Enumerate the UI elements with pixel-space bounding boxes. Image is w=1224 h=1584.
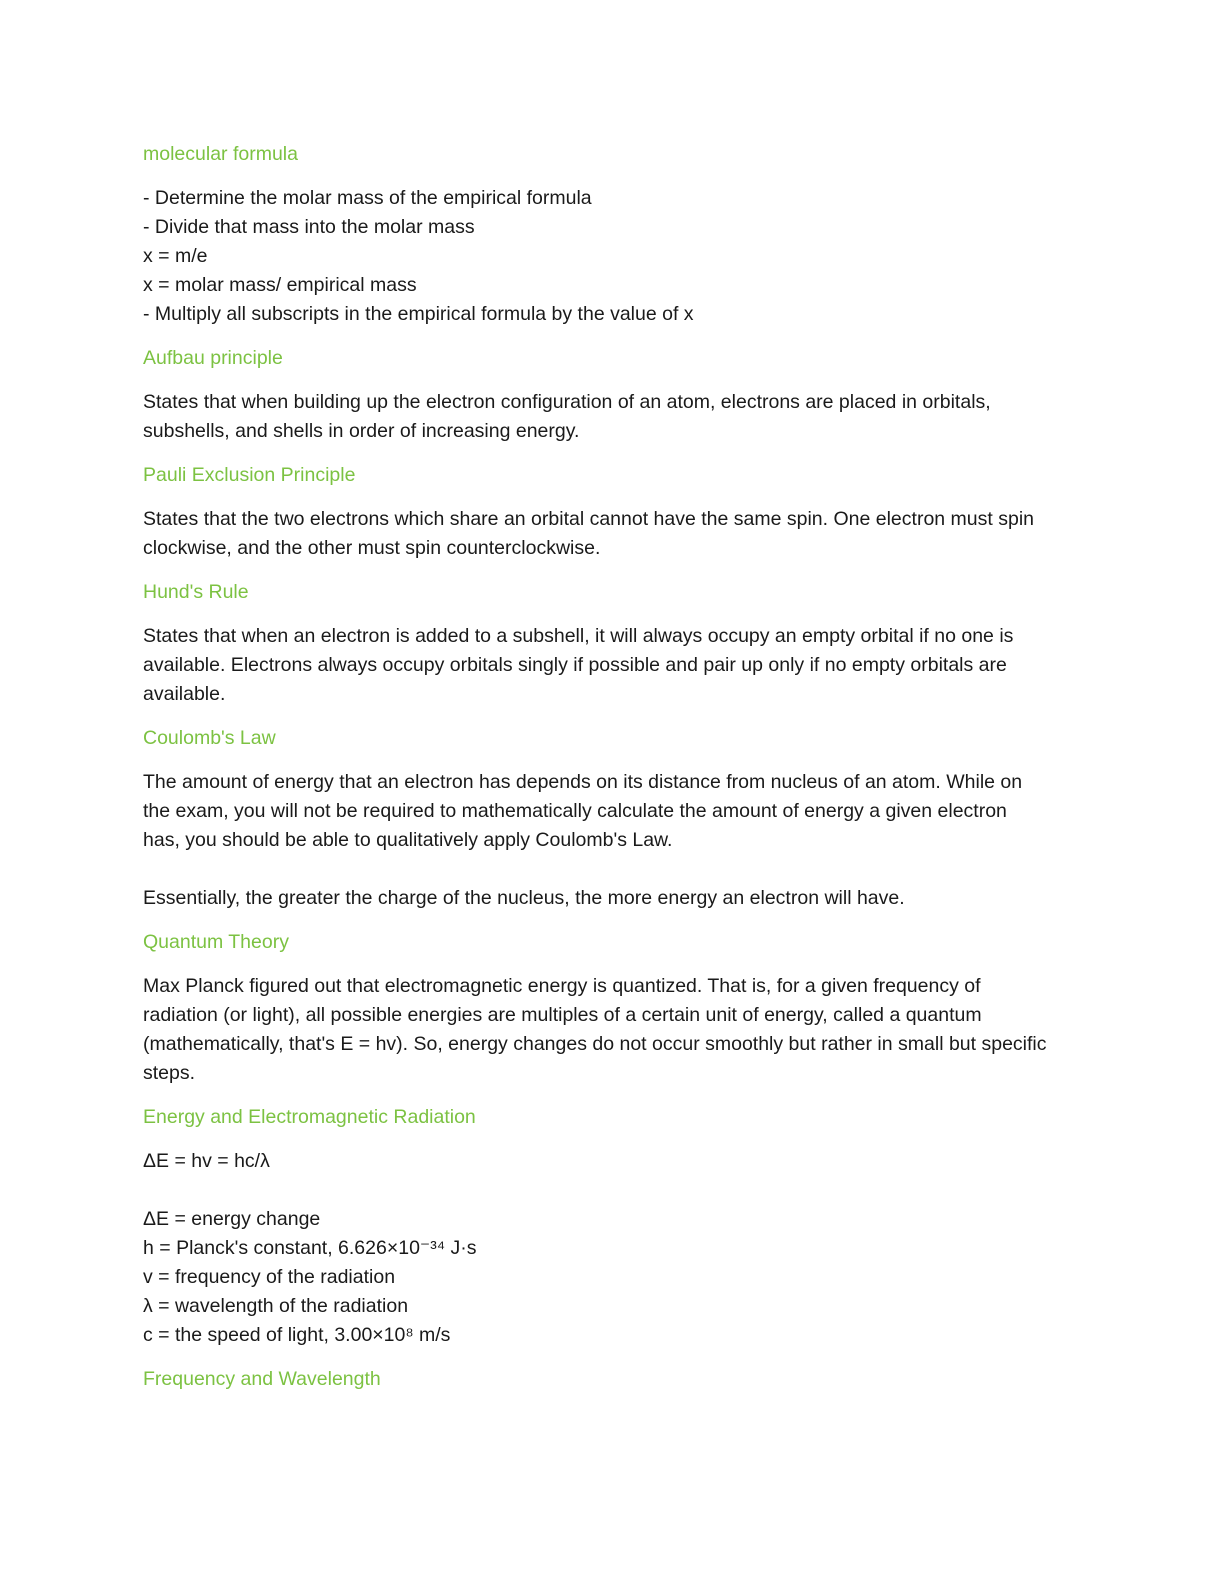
section-body [143,1147,1083,1350]
body-line: available. Electrons always occupy orbitals singly if possible and pair up only if no empty orbitals are [143,654,1007,676]
body-line: subshells, and shells in order of increasing energy. [143,420,580,442]
body-line: x = m/e [143,245,208,267]
section-energy-em-radiation [143,1103,1083,1350]
blank-line [143,1176,1083,1205]
section-aufbau-principle [143,344,1083,446]
body-line: Essentially, the greater the charge of the nucleus, the more energy an electron will have. [143,887,905,909]
section-coulombs-law [143,724,1083,913]
body-line: Max Planck figured out that electromagnetic energy is quantized. That is, for a given frequency of [143,975,981,997]
body-line: States that when an electron is added to a subshell, it will always occupy an empty orbital if no one is [143,625,1014,647]
section-heading: Aufbau principle [143,347,283,369]
section-heading: molecular formula [143,143,298,165]
definition-line: ΔE = energy change [143,1208,321,1230]
section-frequency-wavelength [143,1365,1083,1394]
body-line: States that the two electrons which share an orbital cannot have the same spin. One electron must spin [143,508,1034,530]
section-heading: Quantum Theory [143,931,289,953]
body-line: x = molar mass/ empirical mass [143,274,417,296]
body-line: available. [143,683,226,705]
section-heading: Hund's Rule [143,581,249,603]
section-heading: Energy and Electromagnetic Radiation [143,1106,476,1128]
section-body [143,388,1083,446]
body-line: clockwise, and the other must spin counterclockwise. [143,537,601,559]
definition-line: h = Planck's constant, 6.626×10⁻³⁴ J·s [143,1237,477,1259]
body-line: - Divide that mass into the molar mass [143,216,475,238]
section-heading: Frequency and Wavelength [143,1368,381,1390]
section-body [143,768,1083,913]
section-molecular-formula [143,140,1083,329]
body-line: (mathematically, that's E = hv). So, energy changes do not occur smoothly but rather in small but specific [143,1033,1047,1055]
body-line: has, you should be able to qualitatively apply Coulomb's Law. [143,829,673,851]
section-heading: Pauli Exclusion Principle [143,464,356,486]
equation-line: ΔE = hv = hc/λ [143,1150,270,1172]
body-line: States that when building up the electron configuration of an atom, electrons are placed in orbitals, [143,391,991,413]
body-line: radiation (or light), all possible energies are multiples of a certain unit of energy, called a quantum [143,1004,982,1026]
definition-line: c = the speed of light, 3.00×10⁸ m/s [143,1324,451,1346]
section-body [143,622,1083,709]
body-line: steps. [143,1062,196,1084]
section-heading: Coulomb's Law [143,727,276,749]
section-pauli-exclusion [143,461,1083,563]
document-page [143,140,1083,1409]
definition-line: v = frequency of the radiation [143,1266,396,1288]
blank-line [143,855,1083,884]
section-body [143,972,1083,1088]
section-body [143,505,1083,563]
body-line: The amount of energy that an electron has depends on its distance from nucleus of an atom. While on [143,771,1023,793]
section-quantum-theory [143,928,1083,1088]
definition-line: λ = wavelength of the radiation [143,1295,409,1317]
body-line: - Determine the molar mass of the empirical formula [143,187,592,209]
section-body [143,184,1083,329]
section-hunds-rule [143,578,1083,709]
body-line: the exam, you will not be required to mathematically calculate the amount of energy a given electron [143,800,1007,822]
body-line: - Multiply all subscripts in the empirical formula by the value of x [143,303,694,325]
